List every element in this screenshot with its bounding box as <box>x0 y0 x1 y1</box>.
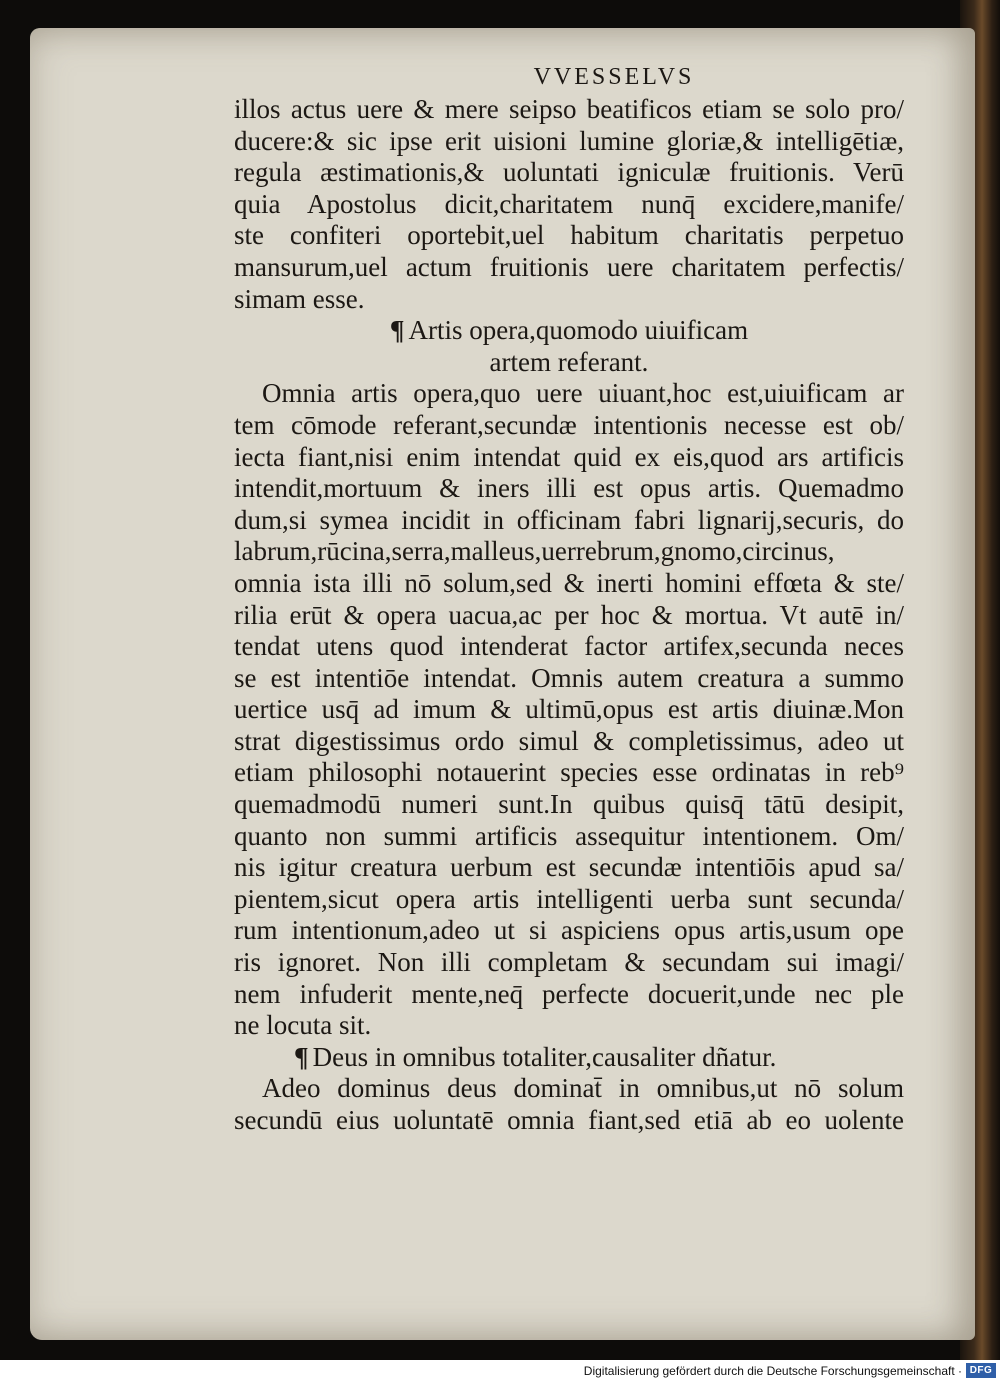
text-line: intendit,mortuum & iners illi est opus artis. Quemadmo <box>234 473 904 504</box>
text-line: Omnia artis opera,quo uere uiuant,hoc est,uiuificam ar <box>262 378 904 409</box>
text-line: ne locuta sit. <box>234 1010 372 1041</box>
heading-line <box>234 315 904 347</box>
funding-notice: Digitalisierung gefördert durch die Deutsche Forschungsgemeinschaft · <box>583 1364 962 1378</box>
text-line: regula æstimationis,& uoluntati igniculæ fruitionis. Verū <box>234 157 904 188</box>
paragraph-3 <box>234 1073 904 1136</box>
text-line: omnia ista illi nō solum,sed & inerti homini effœta & ste/ <box>234 567 904 598</box>
paragraph-1 <box>234 94 904 315</box>
text-line: Adeo dominus deus dominat̄ in omnibus,ut nō solum <box>262 1073 904 1104</box>
section-heading-2 <box>234 1042 904 1074</box>
dfg-logo: DFG <box>966 1363 996 1378</box>
text-line: tem cōmode referant,secundæ intentionis necesse est ob/ <box>234 409 904 440</box>
text-line: mansurum,uel actum fruitionis uere charitatem perfectis/ <box>234 251 904 282</box>
text-line: quanto non summi artificis assequitur intentionem. Om/ <box>234 820 904 851</box>
text-line: tendat utens quod intenderat factor artifex,secunda neces <box>234 631 904 662</box>
digitization-footer <box>0 1360 1000 1383</box>
text-line: quemadmodū numeri sunt.In quibus quisq̄ tātū desipit, <box>234 789 904 820</box>
text-line: ste confiteri oportebit,uel habitum charitatis perpetuo <box>234 220 904 251</box>
text-line: dum,si symea incidit in officinam fabri lignarij,securis, do <box>234 504 904 535</box>
text-line: ducere:& sic ipse erit uisioni lumine gloriæ,& intelligētiæ, <box>234 125 904 156</box>
text-block <box>234 62 904 1137</box>
text-line: uertice usq̄ ad imum & ultimū,opus est artis diuinæ.Mon <box>234 694 904 725</box>
heading-line <box>234 1042 904 1074</box>
running-head: VVESSELVS <box>533 64 695 90</box>
text-line: nem infuderit mente,neq̄ perfecte docuerit,unde nec ple <box>234 978 904 1009</box>
text-line: labrum,rūcina,serra,malleus,uerrebrum,gnomo,circinus, <box>234 536 835 567</box>
text-line: rum intentionum,adeo ut si aspiciens opus artis,usum ope <box>234 915 904 946</box>
text-line: strat digestissimus ordo simul & completissimus, adeo ut <box>234 725 904 756</box>
heading-line: artem referant. <box>489 346 649 377</box>
book-page <box>30 28 975 1340</box>
heading-text: Deus in omnibus totaliter,causaliter dñatur. <box>312 1041 777 1072</box>
paragraph-mark-icon: ¶ <box>294 1041 309 1072</box>
heading-text: Artis opera,quomodo uiuificam <box>408 315 749 346</box>
text-line: secundū eius uoluntatē omnia fiant,sed etiā ab eo uolente <box>234 1105 904 1135</box>
text-line: simam esse. <box>234 283 365 314</box>
text-line: nis igitur creatura uerbum est secundæ intentiōis apud sa/ <box>234 852 904 883</box>
text-line: rilia erūt & opera uacua,ac per hoc & mortua. Vt autē in/ <box>234 599 904 630</box>
text-line: se est intentiōe intendat. Omnis autem creatura a summo <box>234 662 904 693</box>
text-line: illos actus uere & mere seipso beatificos etiam se solo pro/ <box>234 94 904 124</box>
text-line: quia Apostolus dicit,charitatem nunq̄ excidere,manife/ <box>234 188 904 219</box>
text-line: pientem,sicut opera artis intelligenti uerba sunt secunda/ <box>234 883 904 914</box>
section-heading-1 <box>234 315 904 378</box>
paragraph-mark-icon: ¶ <box>389 315 405 346</box>
text-line: ris ignoret. Non illi completam & secundam sui imagi/ <box>234 947 904 978</box>
text-line: iecta fiant,nisi enim intendat quid ex eis,quod ars artificis <box>234 441 904 472</box>
paragraph-2 <box>234 378 904 1041</box>
text-line: etiam philosophi notauerint species esse ordinatas in reb⁹ <box>234 757 904 788</box>
